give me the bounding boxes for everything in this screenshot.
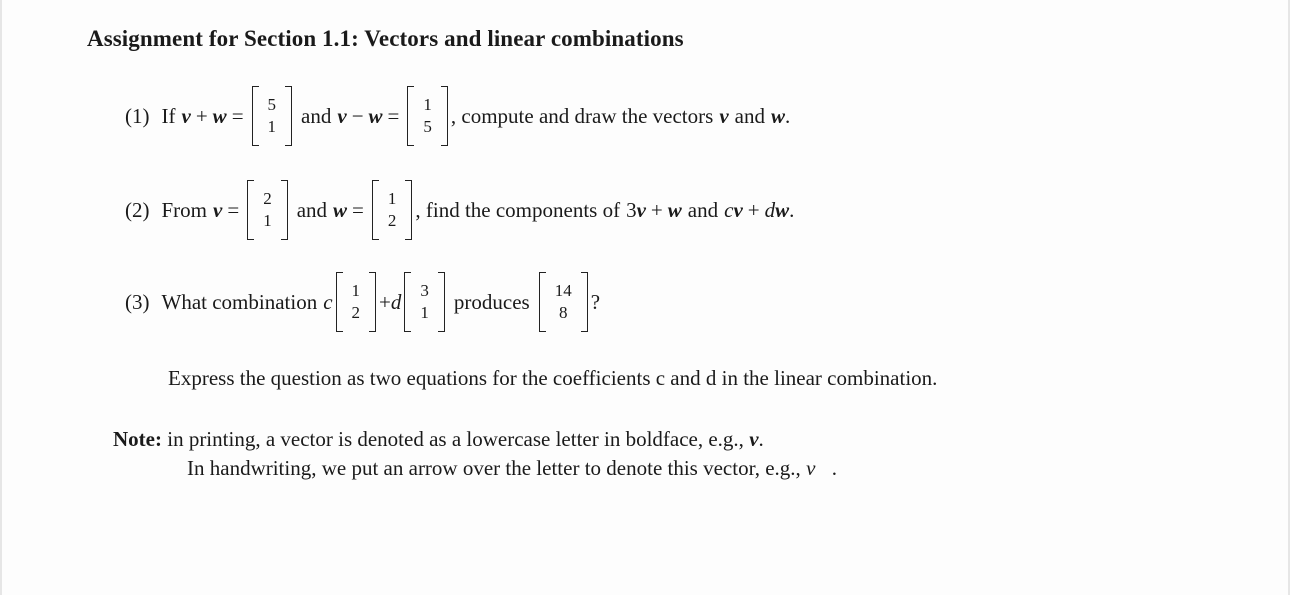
- problem-3-followup: Express the question as two equations for the coefficients c and d in the linear combination.: [168, 366, 938, 390]
- column-vector: 2 1: [247, 180, 288, 240]
- equals-sign: =: [387, 103, 400, 128]
- coefficient: 3: [626, 197, 637, 222]
- text: In handwriting, we put an arrow over the letter to denote this vector, e.g.,: [187, 456, 801, 480]
- text: and: [296, 197, 328, 222]
- problem-2: [125, 180, 794, 240]
- vector-v: v: [719, 103, 729, 128]
- page-title: Assignment for Section 1.1: Vectors and linear combinations: [87, 26, 684, 51]
- vector-v: v: [337, 103, 347, 128]
- vector-w: w: [368, 103, 383, 128]
- text: If: [161, 103, 176, 128]
- punctuation: .: [784, 103, 791, 128]
- text: What combination: [161, 289, 318, 314]
- vector-w: w: [667, 197, 682, 222]
- column-vector: 1 2: [372, 180, 413, 240]
- problem-number: (2): [125, 197, 150, 222]
- vector-v: v: [749, 427, 759, 451]
- equals-sign: =: [231, 103, 244, 128]
- vector-v: v: [636, 197, 646, 222]
- equals-sign: =: [352, 197, 364, 222]
- text: and: [687, 197, 719, 222]
- text: in printing, a vector is denoted as a lowercase letter in boldface, e.g.,: [167, 427, 744, 451]
- punctuation: .: [789, 197, 795, 222]
- text: , compute and draw the vectors: [450, 103, 714, 128]
- note-label: Note:: [113, 427, 162, 451]
- column-vector: 1 5: [407, 86, 448, 146]
- scalar-c: c: [323, 289, 333, 314]
- scalar-d: d: [390, 289, 402, 314]
- vector-v: v: [733, 197, 743, 222]
- column-vector: 1 2: [336, 272, 377, 332]
- problem-number: (3): [125, 289, 150, 314]
- problem-1: [125, 86, 790, 146]
- vector-w: w: [212, 103, 227, 128]
- vector-v-arrow: v⃗: [806, 456, 832, 480]
- column-vector: 3 1: [404, 272, 445, 332]
- plus-sign: +: [379, 289, 391, 314]
- punctuation: .: [831, 456, 837, 480]
- problem-3: [125, 272, 600, 332]
- scalar-d: d: [764, 197, 776, 222]
- vector-w: w: [775, 197, 790, 222]
- vector-w: w: [770, 103, 785, 128]
- punctuation: ?: [590, 289, 601, 314]
- vector-v: v: [181, 103, 191, 128]
- note-line-2: [187, 456, 837, 481]
- text: produces: [453, 289, 530, 314]
- plus-sign: +: [195, 103, 208, 128]
- punctuation: .: [758, 427, 764, 451]
- text: and: [301, 103, 332, 128]
- minus-sign: −: [351, 103, 364, 128]
- problem-number: (1): [125, 103, 150, 128]
- equals-sign: =: [227, 197, 240, 222]
- plus-sign: +: [650, 197, 663, 222]
- text: and: [734, 103, 765, 128]
- text: , find the components of: [415, 197, 621, 222]
- plus-sign: +: [747, 197, 760, 222]
- vector-v: v: [213, 197, 223, 222]
- scalar-c: c: [724, 197, 734, 222]
- text: From: [161, 197, 208, 222]
- note-line-1: [113, 427, 764, 452]
- vector-w: w: [333, 197, 348, 222]
- column-vector: 5 1: [252, 86, 293, 146]
- column-vector: 14 8: [539, 272, 588, 332]
